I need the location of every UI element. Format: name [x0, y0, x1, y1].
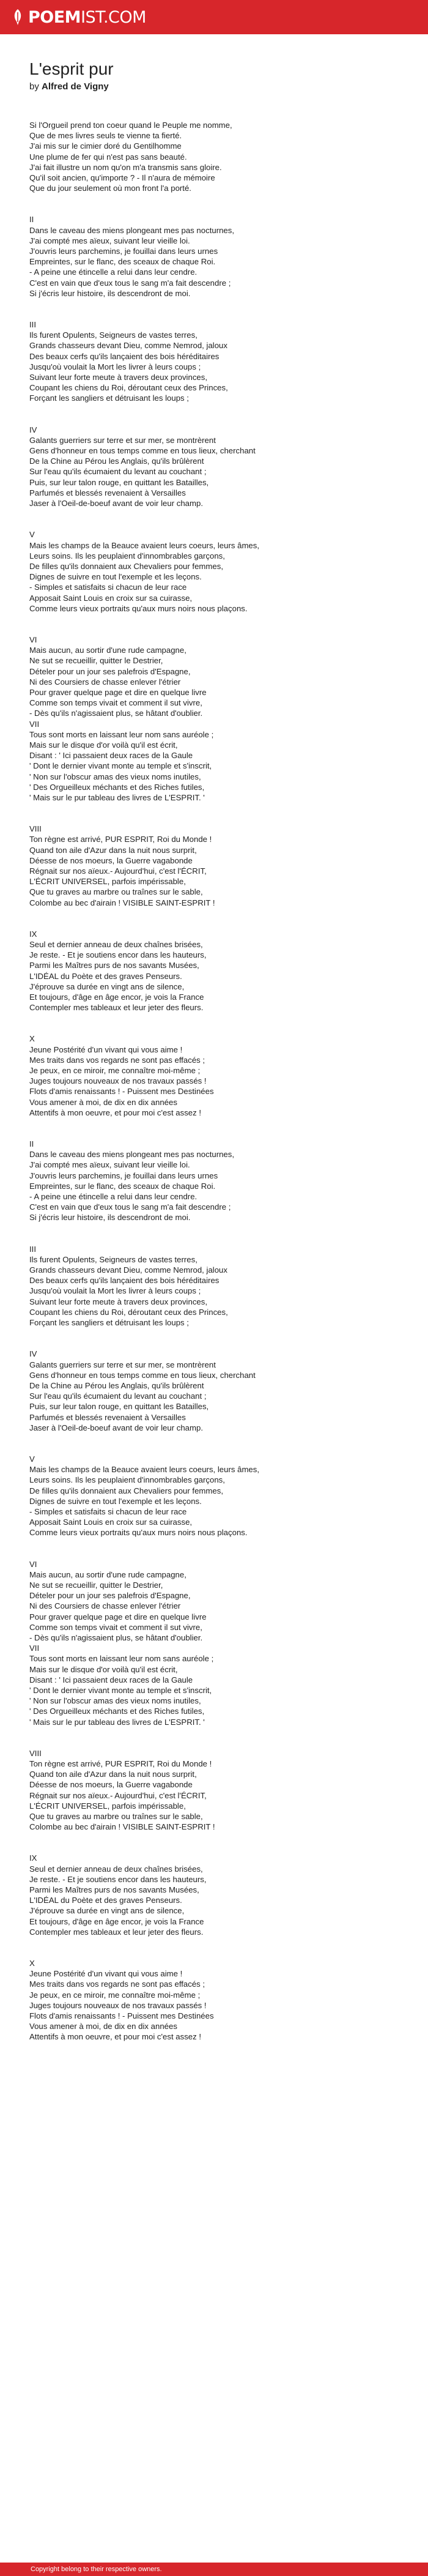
poem-line: Ils furent Opulents, Seigneurs de vastes terres, — [29, 330, 197, 340]
poem-line: Et toujours, d'âge en âge encor, je vois la France — [29, 992, 204, 1002]
poem-line: Seul et dernier anneau de deux chaînes brisées, — [29, 940, 203, 949]
stanza-number: X — [29, 1959, 35, 1968]
author-line — [29, 81, 408, 93]
poem-line: Leurs soins. Ils les peuplaient d'innombrables garçons, — [29, 551, 225, 560]
by-label: by — [29, 81, 39, 92]
poem-line: Ils furent Opulents, Seigneurs de vastes terres, — [29, 1254, 197, 1264]
poem-line: Coupant les chiens du Roi, déroutant ceux des Princes, — [29, 1307, 228, 1317]
poem-line: L'IDÉAL du Poète et des graves Penseurs. — [29, 1896, 182, 1905]
poem-line: - Dès qu'ils n'agissaient plus, se hâtant d'oublier. — [29, 709, 203, 718]
stanza-number: IV — [29, 1349, 37, 1359]
poem-line: Mais les champs de la Beauce avaient leurs coeurs, leurs âmes, — [29, 1465, 260, 1475]
poem-line: Sur l'eau qu'ils écumaient du levant au couchant ; — [29, 467, 207, 477]
poem-line: - Simples et satisfaits si chacun de leur race — [29, 583, 187, 592]
poem-line: - Simples et satisfaits si chacun de leur race — [29, 1506, 187, 1516]
poem-line: ' Non sur l'obscur amas des vieux noms inutiles, — [29, 1696, 201, 1706]
stanza-number: X — [29, 1034, 35, 1044]
poem-line: Comme son temps vivait et comment il sut vivre, — [29, 698, 202, 708]
poem-line: ' Mais sur le pur tableau des livres de L'ESPRIT. ' — [29, 792, 205, 802]
poem-line: J'ai compté mes aïeux, suivant leur vieille loi. — [29, 236, 190, 245]
stanza — [29, 1244, 408, 1328]
stanza-number: VI — [29, 635, 37, 644]
copyright-text: Copyright belong to their respective owners. — [31, 2566, 162, 2573]
poem-line: Contempler mes tableaux et leur jeter des fleurs. — [29, 1003, 204, 1013]
poem-line: Dignes de suivre en tout l'exemple et les leçons. — [29, 572, 202, 582]
poem-line: Tous sont morts en laissant leur nom sans auréole ; — [29, 729, 214, 739]
poem-line: Flots d'amis renaissants ! - Puissent mes Destinées — [29, 2011, 214, 2021]
poem-line: Mais sur le disque d'or voilà qu'il est écrit, — [29, 740, 178, 750]
poem-line: Jaser à l'Oeil-de-boeuf avant de voir leur champ. — [29, 1423, 203, 1432]
poem-line: Ni des Coursiers de chasse enlever l'étrier — [29, 677, 181, 687]
poem-line: ' Non sur l'obscur amas des vieux noms inutiles, — [29, 772, 201, 781]
poem-line: Juges toujours nouveaux de nos travaux passés ! — [29, 1076, 207, 1086]
stanza — [29, 1454, 408, 1538]
poem-line: Ton règne est arrivé, PUR ESPRIT, Roi du Monde ! — [29, 835, 212, 844]
author-link[interactable]: Alfred de Vigny — [42, 81, 109, 92]
poem-line: Déesse de nos moeurs, la Guerre vagabonde — [29, 855, 193, 865]
stanza — [29, 120, 408, 193]
stanza — [29, 214, 408, 299]
poem-line: Mes traits dans vos regards ne sont pas effacés ; — [29, 1979, 205, 1989]
poem-line: - Dès qu'ils n'agissaient plus, se hâtant d'oublier. — [29, 1632, 203, 1642]
poem-line: Forçant les sangliers et détruisant les loups ; — [29, 1318, 189, 1328]
site-logo[interactable] — [11, 7, 146, 27]
poem-line: ' Des Orgueilleux méchants et des Riches futiles, — [29, 782, 205, 792]
poem-title: L'esprit pur — [29, 59, 114, 78]
poem-line: L'IDÉAL du Poète et des graves Penseurs. — [29, 971, 182, 981]
poem-line: Je reste. - Et je soutiens encor dans les hauteurs, — [29, 950, 207, 960]
stanza-number: III — [29, 320, 36, 330]
poem-line: J'ouvris leurs parchemins, je fouillai dans leurs urnes — [29, 1171, 218, 1180]
stanza — [29, 1559, 408, 1644]
poem-line: Quand ton aile d'Azur dans la nuit nous surprit, — [29, 845, 197, 855]
stanza-number: VI — [29, 1559, 37, 1569]
stanza — [29, 529, 408, 614]
poem-line: Quand ton aile d'Azur dans la nuit nous surprit, — [29, 1770, 197, 1779]
poem-line: Régnait sur nos aïeux.- Aujourd'hui, c'est l'ÉCRIT, — [29, 1790, 207, 1800]
stanza-number: VII — [29, 719, 40, 729]
poem-line: Puis, sur leur talon rouge, en quittant les Batailles, — [29, 477, 209, 487]
poem-line: Parfumés et blessés revenaient à Versailles — [29, 488, 186, 497]
poem-line: De la Chine au Pérou les Anglais, qu'ils brûlèrent — [29, 1380, 204, 1390]
poem-line: Juges toujours nouveaux de nos travaux passés ! — [29, 2000, 207, 2010]
poem-line: J'éprouve sa durée en vingt ans de silence, — [29, 1906, 185, 1916]
poem-line: Déesse de nos moeurs, la Guerre vagabonde — [29, 1780, 193, 1790]
stanza — [29, 1643, 408, 1727]
stanza — [29, 929, 408, 1013]
poem-line: Jaser à l'Oeil-de-boeuf avant de voir leur champ. — [29, 499, 203, 508]
stanza — [29, 1748, 408, 1833]
stanza — [29, 319, 408, 404]
poem-line: C'est en vain que d'eux tous le sang m'a fait descendre ; — [29, 278, 231, 288]
stanza-number: II — [29, 1139, 34, 1149]
poem-line: ' Des Orgueilleux méchants et des Riches futiles, — [29, 1707, 205, 1716]
poem-line: De filles qu'ils donnaient aux Chevaliers pour femmes, — [29, 561, 223, 571]
poem-line: Suivant leur forte meute à travers deux provinces, — [29, 373, 208, 382]
poem-line: Suivant leur forte meute à travers deux provinces, — [29, 1297, 208, 1306]
poem-content — [29, 59, 408, 2063]
poem-line: Que du jour seulement où mon front l'a porté. — [29, 184, 191, 193]
poem-line: Puis, sur leur talon rouge, en quittant les Batailles, — [29, 1402, 209, 1412]
poem-line: Comme leurs vieux portraits qu'aux murs noirs nous plaçons. — [29, 603, 248, 613]
stanza-number: VIII — [29, 1748, 42, 1758]
stanza-number: IX — [29, 929, 37, 939]
poem-line: Disant : ' Ici passaient deux races de la Gaule — [29, 751, 193, 761]
poem-line: Pour graver quelque page et dire en quelque livre — [29, 687, 207, 697]
poem-line: Grands chasseurs devant Dieu, comme Nemrod, jaloux — [29, 341, 227, 351]
poem-line: J'ai mis sur le cimier doré du Gentilhomme — [29, 141, 182, 151]
poem-line: L'ÉCRIT UNIVERSEL, parfois impérissable, — [29, 877, 186, 887]
stanza — [29, 824, 408, 908]
poem-line: Grands chasseurs devant Dieu, comme Nemrod, jaloux — [29, 1265, 227, 1275]
poem-line: Si j'écris leur histoire, ils descendront de moi. — [29, 1213, 191, 1223]
poem-line: Parmi les Maîtres purs de nos savants Musées, — [29, 1885, 199, 1895]
poem-line: - A peine une étincelle a relui dans leur cendre. — [29, 267, 197, 277]
poem-line: De la Chine au Pérou les Anglais, qu'ils brûlèrent — [29, 456, 204, 466]
stanza — [29, 1349, 408, 1433]
poem-line: Jusqu'où voulait la Mort les livrer à leurs coups ; — [29, 362, 201, 371]
poem-line: Mais sur le disque d'or voilà qu'il est écrit, — [29, 1664, 178, 1674]
poem-line: Apposait Saint Louis en croix sur sa cuirasse, — [29, 593, 193, 603]
poem-line: ' Dont le dernier vivant monte au temple et s'inscrit, — [29, 1685, 212, 1695]
poem-line: J'ouvris leurs parchemins, je fouillai dans leurs urnes — [29, 247, 218, 256]
poem-line: Mes traits dans vos regards ne sont pas effacés ; — [29, 1055, 205, 1065]
stanza-number: IX — [29, 1853, 37, 1863]
poem-line: Dételer pour un jour ses palefrois d'Espagne, — [29, 1591, 191, 1601]
poem-line: J'éprouve sa durée en vingt ans de silence, — [29, 981, 185, 991]
poem-line: Leurs soins. Ils les peuplaient d'innombrables garçons, — [29, 1475, 225, 1485]
poem-line: Que tu graves au marbre ou traînes sur le sable, — [29, 1812, 203, 1822]
poem-line: - A peine une étincelle a relui dans leur cendre. — [29, 1192, 197, 1202]
logo-wordmark-thin: IST.COM — [81, 7, 146, 27]
poem-line: C'est en vain que d'eux tous le sang m'a fait descendre ; — [29, 1202, 231, 1212]
poem-line: Coupant les chiens du Roi, déroutant ceux des Princes, — [29, 383, 228, 393]
stanza — [29, 1033, 408, 1118]
poem-line: Gens d'honneur en tous temps comme en tous lieux, cherchant — [29, 446, 256, 456]
poem-line: Comme son temps vivait et comment il sut vivre, — [29, 1622, 202, 1632]
poem-line: Gens d'honneur en tous temps comme en tous lieux, cherchant — [29, 1370, 256, 1380]
poem-line: Une plume de fer qui n'est pas sans beauté. — [29, 152, 187, 162]
poem-line: Galants guerriers sur terre et sur mer, se montrèrent — [29, 1360, 216, 1369]
poem-line: Si l'Orgueil prend ton coeur quand le Peuple me nomme, — [29, 121, 232, 130]
logo-wordmark — [28, 8, 146, 27]
poem-line: Des beaux cerfs qu'ils lançaient des bois héréditaires — [29, 1276, 220, 1286]
poem-line: ' Mais sur le pur tableau des livres de L'ESPRIT. ' — [29, 1717, 205, 1727]
stanza — [29, 1958, 408, 2042]
quill-pen-icon — [11, 9, 24, 26]
poem-line: Je peux, en ce miroir, me connaître moi-même ; — [29, 1990, 201, 2000]
stanza-number: VII — [29, 1644, 40, 1653]
poem-line: Dans le caveau des miens plongeant mes pas nocturnes, — [29, 225, 235, 235]
poem-line: J'ai compté mes aïeux, suivant leur vieille loi. — [29, 1160, 190, 1170]
poem-line: Jeune Postérité d'un vivant qui vous aime ! — [29, 1969, 183, 1979]
poem-line: Empreintes, sur le flanc, des sceaux de chaque Roi. — [29, 1181, 216, 1191]
poem-line: Ne sut se recueillir, quitter le Destrier, — [29, 656, 163, 666]
poem-line: Mais aucun, au sortir d'une rude campagne, — [29, 646, 186, 655]
poem-line: Et toujours, d'âge en âge encor, je vois la France — [29, 1916, 204, 1926]
poem-line: Parmi les Maîtres purs de nos savants Musées, — [29, 961, 199, 970]
poem-line: Contempler mes tableaux et leur jeter des fleurs. — [29, 1927, 204, 1937]
poem-line: Des beaux cerfs qu'ils lançaient des bois héréditaires — [29, 351, 220, 361]
poem-line: ' Dont le dernier vivant monte au temple et s'inscrit, — [29, 761, 212, 771]
poem-line: Apposait Saint Louis en croix sur sa cuirasse, — [29, 1517, 193, 1527]
stanza — [29, 425, 408, 509]
stanza-number: II — [29, 215, 34, 225]
poem-line: Pour graver quelque page et dire en quelque livre — [29, 1612, 207, 1621]
poem-line: Colombe au bec d'airain ! VISIBLE SAINT-ESPRIT ! — [29, 1822, 215, 1832]
poem-line: Que de mes livres seuls te vienne ta fierté. — [29, 131, 182, 141]
poem-line: Régnait sur nos aïeux.- Aujourd'hui, c'est l'ÉCRIT, — [29, 866, 207, 876]
poem-line: Tous sont morts en laissant leur nom sans auréole ; — [29, 1654, 214, 1664]
poem-line: Seul et dernier anneau de deux chaînes brisées, — [29, 1864, 203, 1874]
poem-line: Dans le caveau des miens plongeant mes pas nocturnes, — [29, 1150, 235, 1160]
poem-line: Ton règne est arrivé, PUR ESPRIT, Roi du Monde ! — [29, 1759, 212, 1768]
poem-line: Je peux, en ce miroir, me connaître moi-même ; — [29, 1066, 201, 1076]
stanza-number: IV — [29, 425, 37, 434]
poem-line: Parfumés et blessés revenaient à Versailles — [29, 1412, 186, 1422]
logo-wordmark-bold: POEM — [28, 7, 81, 27]
poem-line: Empreintes, sur le flanc, des sceaux de chaque Roi. — [29, 257, 216, 267]
poem-line: Qu'il soit ancien, qu'importe ? - Il n'aura de mémoire — [29, 173, 215, 183]
poem-line: Comme leurs vieux portraits qu'aux murs noirs nous plaçons. — [29, 1528, 248, 1538]
poem-line: Jusqu'où voulait la Mort les livrer à leurs coups ; — [29, 1286, 201, 1296]
poem-line: Dételer pour un jour ses palefrois d'Espagne, — [29, 666, 191, 676]
stanza — [29, 1139, 408, 1223]
poem-line: L'ÉCRIT UNIVERSEL, parfois impérissable, — [29, 1801, 186, 1811]
stanza-number: III — [29, 1244, 36, 1254]
poem-line: J'ai fait illustre un nom qu'on m'a transmis sans gloire. — [29, 162, 222, 172]
poem-line: Attentifs à mon oeuvre, et pour moi c'est assez ! — [29, 1107, 202, 1117]
stanza-number: VIII — [29, 824, 42, 834]
poem-line: Que tu graves au marbre ou traînes sur le sable, — [29, 887, 203, 897]
poem-line: Si j'écris leur histoire, ils descendront de moi. — [29, 288, 191, 298]
stanza — [29, 635, 408, 719]
poem-line: Forçant les sangliers et détruisant les loups ; — [29, 393, 189, 403]
poem-line: Mais aucun, au sortir d'une rude campagne, — [29, 1569, 186, 1579]
poem-line: Vous amener à moi, de dix en dix années — [29, 1097, 177, 1107]
poem-line: Mais les champs de la Beauce avaient leurs coeurs, leurs âmes, — [29, 540, 260, 550]
poem-line: De filles qu'ils donnaient aux Chevaliers pour femmes, — [29, 1486, 223, 1495]
poem-line: Sur l'eau qu'ils écumaient du levant au couchant ; — [29, 1391, 207, 1401]
poem-line: Ne sut se recueillir, quitter le Destrier, — [29, 1580, 163, 1590]
poem-line: Ni des Coursiers de chasse enlever l'étrier — [29, 1601, 181, 1611]
site-header — [0, 0, 428, 34]
poem-line: Galants guerriers sur terre et sur mer, se montrèrent — [29, 435, 216, 445]
poem-line: Attentifs à mon oeuvre, et pour moi c'est assez ! — [29, 2032, 202, 2042]
site-footer — [0, 2563, 428, 2576]
poem-line: Je reste. - Et je soutiens encor dans les hauteurs, — [29, 1874, 207, 1884]
poem-line: Colombe au bec d'airain ! VISIBLE SAINT-ESPRIT ! — [29, 898, 215, 907]
poem-line: Vous amener à moi, de dix en dix années — [29, 2022, 177, 2031]
poem-line: Jeune Postérité d'un vivant qui vous aime ! — [29, 1044, 183, 1054]
poem-line: Flots d'amis renaissants ! - Puissent mes Destinées — [29, 1087, 214, 1096]
poem-line: Disant : ' Ici passaient deux races de la Gaule — [29, 1675, 193, 1684]
stanza — [29, 719, 408, 803]
poem-line: Dignes de suivre en tout l'exemple et les leçons. — [29, 1496, 202, 1506]
poem-body — [29, 120, 408, 2042]
stanza-number: V — [29, 1454, 35, 1464]
stanza-number: V — [29, 530, 35, 540]
stanza — [29, 1853, 408, 1937]
